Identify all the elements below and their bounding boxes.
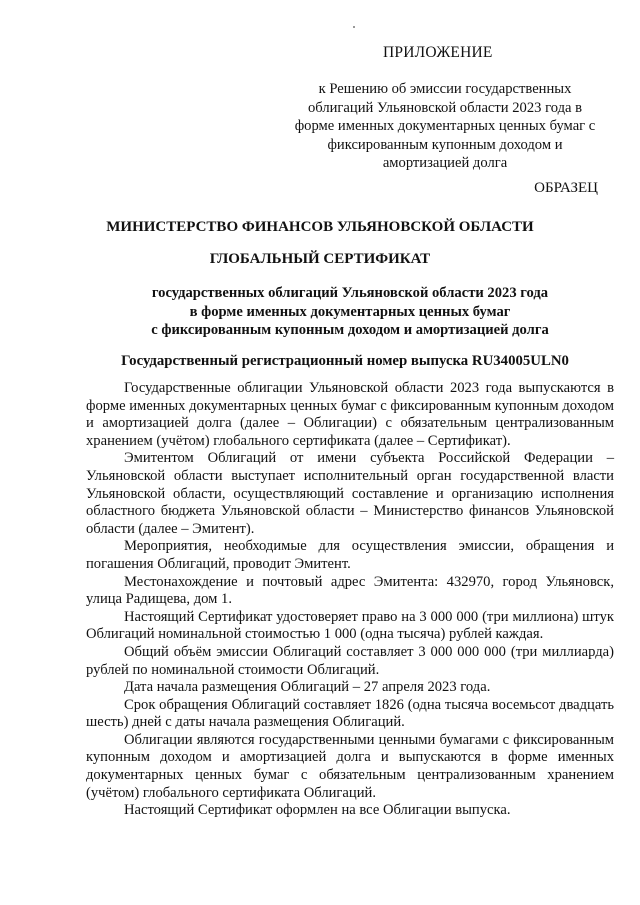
subtitle-line-2: в форме именных документарных ценных бумаг <box>189 303 511 320</box>
scan-dot <box>353 26 355 28</box>
certificate-heading: ГЛОБАЛЬНЫЙ СЕРТИФИКАТ <box>209 251 431 267</box>
appendix-note: к Решению об эмиссии государственных облигаций Ульяновской области 2023 года в форме именных документарных ценных бумаг с фиксированным купонным доходом и амортизацией долга <box>294 81 596 172</box>
subtitle-line-3: с фиксированным купонным доходом и амортизацией долга <box>151 322 549 339</box>
paragraph-bonds-issue: Государственные облигации Ульяновской области 2023 года выпускаются в форме именных документарных ценных бумаг с фиксированным купонным доходом и амортизацией долга (далее – Облигации) с обязательным централизованным хранением (учётом) глобального сертификата (далее – Сертификат). <box>86 380 614 449</box>
sample-label: ОБРАЗЕЦ <box>534 180 598 196</box>
ministry-heading: МИНИСТЕРСТВО ФИНАНСОВ УЛЬЯНОВСКОЙ ОБЛАСТИ <box>106 219 534 235</box>
paragraph-start-date: Дата начала размещения Облигаций – 27 апреля 2023 года. <box>124 679 491 696</box>
paragraph-issuer: Эмитентом Облигаций от имени субъекта Российской Федерации – Ульяновской области выступает исполнительный орган государственной власти Ульяновской области, осуществляющий составление и организацию исполнения областного бюджета Ульяновской области – Министерство финансов Ульяновской области (далее – Эмитент). <box>86 450 614 537</box>
appendix-title: ПРИЛОЖЕНИЕ <box>383 44 493 61</box>
paragraph-coverage: Настоящий Сертификат оформлен на все Облигации выпуска. <box>124 802 511 819</box>
registration-number: Государственный регистрационный номер выпуска RU34005ULN0 <box>121 353 569 369</box>
paragraph-address: Местонахождение и почтовый адрес Эмитента: 432970, город Ульяновск, улица Радищева, дом 1. <box>86 573 614 608</box>
paragraph-volume: Общий объём эмиссии Облигаций составляет 3 000 000 000 (три миллиарда) рублей по номинальной стоимости Облигаций. <box>86 643 614 678</box>
subtitle-line-1: государственных облигаций Ульяновской области 2023 года <box>151 285 549 301</box>
paragraph-term: Срок обращения Облигаций составляет 1826 (одна тысяча восемьсот двадцать шесть) дней с даты начала размещения Облигаций. <box>86 696 614 731</box>
paragraph-quantity: Настоящий Сертификат удостоверяет право на 3 000 000 (три миллиона) штук Облигаций номинальной стоимостью 1 000 (одна тысяча) рублей каждая. <box>86 608 614 643</box>
paragraph-bond-type: Облигации являются государственными ценными бумагами с фиксированным купонным доходом и амортизацией долга и выпускаются в форме именных документарных ценных бумаг с обязательным централизованным хранением (учётом) глобального сертификата Облигаций. <box>86 731 614 801</box>
paragraph-measures: Мероприятия, необходимые для осуществления эмиссии, обращения и погашения Облигаций, проводит Эмитент. <box>86 538 614 572</box>
certificate-body <box>86 380 614 820</box>
certificate-subtitle <box>70 284 630 340</box>
